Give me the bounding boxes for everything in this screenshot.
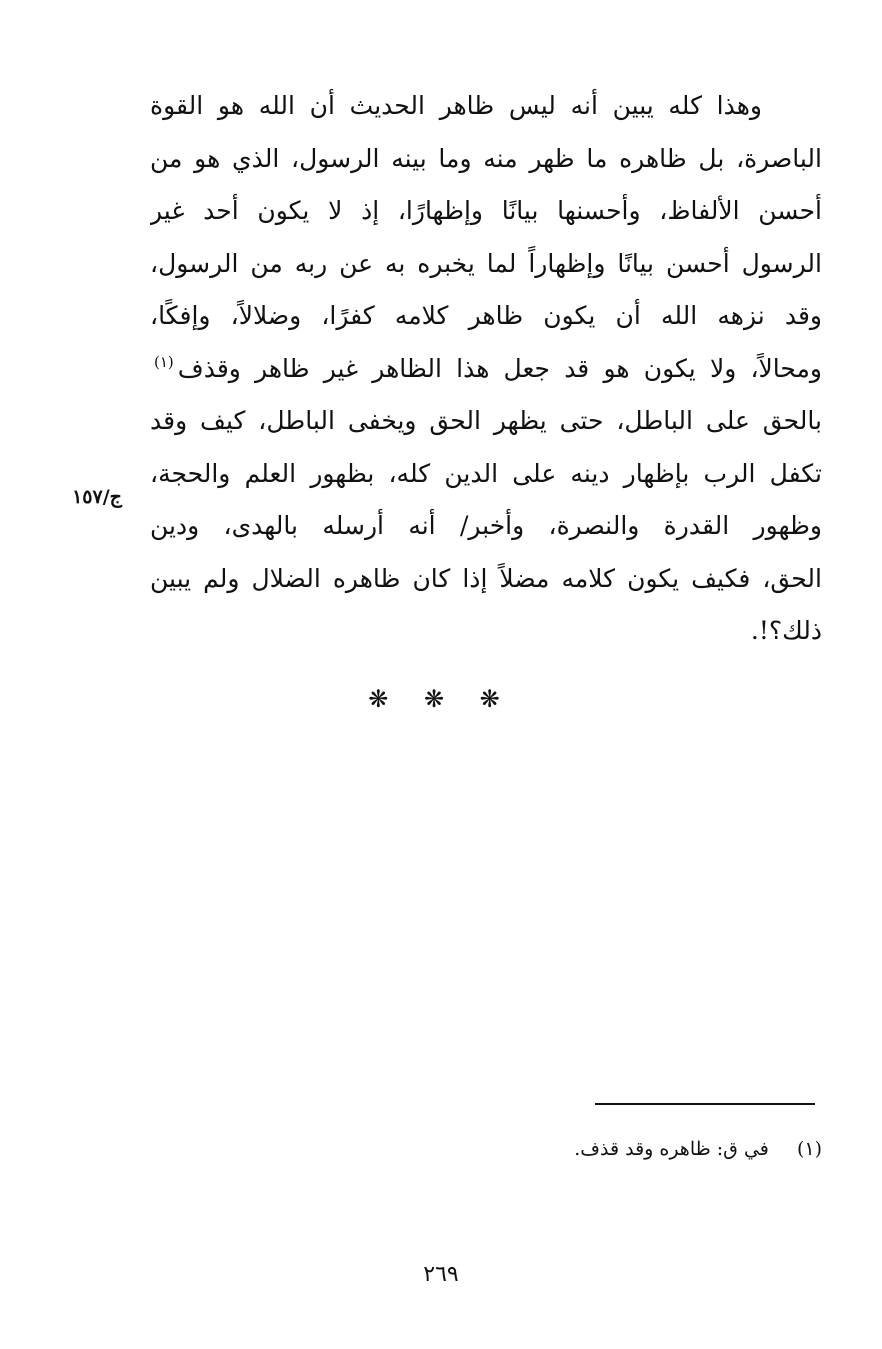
text-line-5: وقد نزهه الله أن يكون ظاهر كلامه كفرًا، وضلالاً، وإفكًا، [150,301,822,330]
text-line-4: الرسول أحسن بيانًا وإظهاراً لما يخبره به عن ربه من الرسول، [150,248,822,278]
margin-page-reference: ج/١٥٧ [72,486,122,508]
text-line-10: الحق، فكيف يكون كلامه مضلاً إذا كان ظاهره الضلال ولم يبين [150,563,822,593]
text-line-7: بالحق على الباطل، حتى يظهر الحق ويخفى الباطل، كيف وقد [150,406,822,435]
section-separator: ❋ ❋ ❋ [368,685,514,713]
text-line-9: وظهور القدرة والنصرة، وأخبر/ أنه أرسله بالهدى، ودين [150,511,822,540]
footnote [574,1138,822,1160]
footnote-divider [595,1103,815,1105]
text-line-2: الباصرة، بل ظاهره ما ظهر منه وما بينه الرسول، الذي هو من [150,143,822,173]
main-text [150,80,822,658]
footnote-reference: (١) [154,353,174,372]
text-line-1: وهذا كله يبين أنه ليس ظاهر الحديث أن الله هو القوة [150,91,762,120]
text-line-3: أحسن الألفاظ، وأحسنها بيانًا وإظهارًا، إذ لا يكون أحد غير [150,196,822,225]
page-number: ٢٦٩ [423,1262,459,1287]
footnote-number: (١) [796,1138,822,1160]
text-line-8: تكفل الرب بإظهار دينه على الدين كله، بظهور العلم والحجة، [150,458,822,488]
footnote-text: في ق: ظاهره وقد قذف. [574,1138,769,1160]
text-line-6-wrapper [150,343,822,396]
text-line-11: ذلك؟!. [750,616,822,645]
text-line-6: ومحالاً، ولا يكون هو قد جعل هذا الظاهر غير ظاهر وقذف [177,353,822,383]
